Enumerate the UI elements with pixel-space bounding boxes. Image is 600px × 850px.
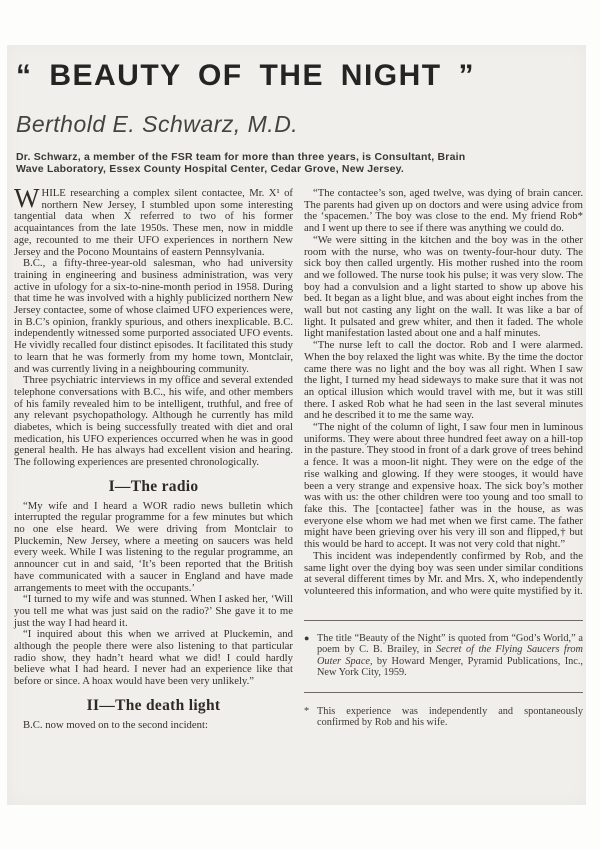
paragraph: Three psychiatric interviews in my office and several extended telephone conversations with B.C., his wife, and other members of his family revealed him to be intelligent, truthful, and free of any relevant psychopathology. Although he currently has mild diabetes, which is being successfully treated with diet and oral medication, his UFO experiences occurred when he was in good general health. He has always had excellent vision and hearing. The following experiences are presented chronologically. <box>14 374 293 469</box>
article-title: “ BEAUTY OF THE NIGHT ” <box>16 59 475 92</box>
footnote-title-source <box>304 633 583 679</box>
footnote-text-pre: The title “Beauty of the Night” is quoted from “God’s World,” a poem by C. B. Brailey, in <box>317 632 583 656</box>
footnote-text: This experience was independently and spontaneously confirmed by Rob and his wife. <box>317 705 583 729</box>
paragraph: “The contactee’s son, aged twelve, was dying of brain cancer. The parents had given up on doctors and were using advice from the ‘spacemen.’ The boy was close to the end. My friend Rob* and I went up there to see if there was anything we could do. <box>304 187 583 235</box>
right-column <box>304 188 583 731</box>
paragraph: “The nurse left to call the doctor. Rob and I were alarmed. When the boy relaxed the light was white. By the time the doctor came there was no light and the boy was all right. When I saw the light, I turned my head sideways to make sure that it was not an optical illusion which would travel with me, but it was still there. I asked Rob what he had seen in the last several minutes and he described it to me the same way. <box>304 339 583 422</box>
paragraph-intro <box>14 183 293 258</box>
left-column <box>14 183 293 731</box>
drop-cap: W <box>14 183 40 213</box>
footnote-book-title: Secret of the Flying Saucers from Outer Space <box>317 644 583 667</box>
paragraph: B.C., a fifty-three-year-old salesman, who had university training in engineering and business administration, was very active in ufology for a six-to-nine-month period in 1958. During that time he was involved with a highly publicized northern New Jersey contactee, some of whose claimed UFO experiences were, in B.C’s opinion, frankly spurious, and others inexplicable. B.C. independently witnessed some purported associated UFO events. He vividly recalled four distinct episodes. It facilitated this study to learn that he was formerly from my home town, Montclair, and was currently living in a neighbouring community. <box>14 257 293 375</box>
footnote-rob-confirmation <box>304 706 583 729</box>
paragraph: “We were sitting in the kitchen and the boy was in the other room with the nurse, who was on twenty-four-hour duty. The sick boy then called urgently. His mother rushed into the room and we followed. The nurse took his pulse; it was very slow. The boy had a convulsion and a light started to show up above his bed. It began as a light blue, and was about eight inches from the wall but not casting any light on the wall. It was like a bar of light. It pulsated and grew whiter, and then it faded. The whole light manifestation lasted about one and a half minutes. <box>304 233 583 340</box>
paragraph: This incident was independently confirmed by Rob, and the same light over the dying boy was seen under similar conditions at several different times by Mr. and Mrs. X, who independently volunteered this information, and who were quite mystified by it. <box>304 549 583 597</box>
paragraph-closing: B.C. now moved on to the second incident: <box>23 718 208 731</box>
paragraph: “I inquired about this when we arrived at Pluckemin, and although the people there were also listening to that particular radio show, they hadn’t heard what we did! I could hardly believe what I had heard. I never had an experience like that before or since. A hoax would have been very unlikely.” <box>14 628 293 688</box>
paragraph: “I turned to my wife and was stunned. When I asked her, ‘Will you tell me what was just said on the radio?’ She gave it to me just the way I had heard it. <box>14 593 293 629</box>
footnote-text <box>317 633 583 679</box>
footnote-text-post: , by Howard Menger, Pyramid Publications, Inc., New York City, 1959. <box>317 655 583 679</box>
paragraph: “The night of the column of light, I saw four men in luminous uniforms. They were about three hundred feet away on a hill-top in the pasture. They stood in front of a dark grove of trees behind a fence. It was a moon-lit night. They were on the edge of the rise walking and glowing. If they were stooges, it would have been a very strange and expensive hoax. The sick boy’s mother was with us: the other children were too young and too small to fake this. The [contactee] father was in the house, as was everyone else whom we had met when we first came. The father might have been grieving over his very ill son and flipped,† but this would be hard to accept. It was not very cold that night.” <box>304 421 583 551</box>
author-byline: Berthold E. Schwarz, M.D. <box>16 111 299 137</box>
footnote-divider <box>304 692 583 693</box>
article-columns <box>14 183 583 731</box>
article-page <box>7 45 586 805</box>
section-heading-death-light: II—The death light <box>86 696 221 714</box>
bullet-marker: ● <box>304 632 310 643</box>
paragraph: “My wife and I heard a WOR radio news bulletin which interrupted the regular programme for a few minutes but which no one else heard. We were driving from Montclair to Pluckemin, New Jersey, where a meeting on saucers was held every week. While I was listening to the regular programme, an announcer cut in and said, ‘It’s been reported that the British have communicated with a saucer in England and have made arrangements to meet with the occupants.’ <box>14 499 293 594</box>
byline-note: Dr. Schwarz, a member of the FSR team for more than three years, is Consultant, Brain Wave Laboratory, Essex County Hospital Center, Cedar Grove, New Jersey. <box>16 151 466 175</box>
asterisk-marker: * <box>304 705 310 717</box>
paragraph-text: HILE researching a complex silent contactee, Mr. X¹ of northern New Jersey, I stumbled upon some interesting tangential data when X referred to two of his former acquaintances from the late 1950s. These men, now in middle age, recounted to me their UFO experiences in northern New Jersey and the Pocono Mountains of eastern Pennsylvania. <box>14 187 293 258</box>
footnote-divider <box>304 620 583 621</box>
section-heading-radio: I—The radio <box>108 477 199 495</box>
